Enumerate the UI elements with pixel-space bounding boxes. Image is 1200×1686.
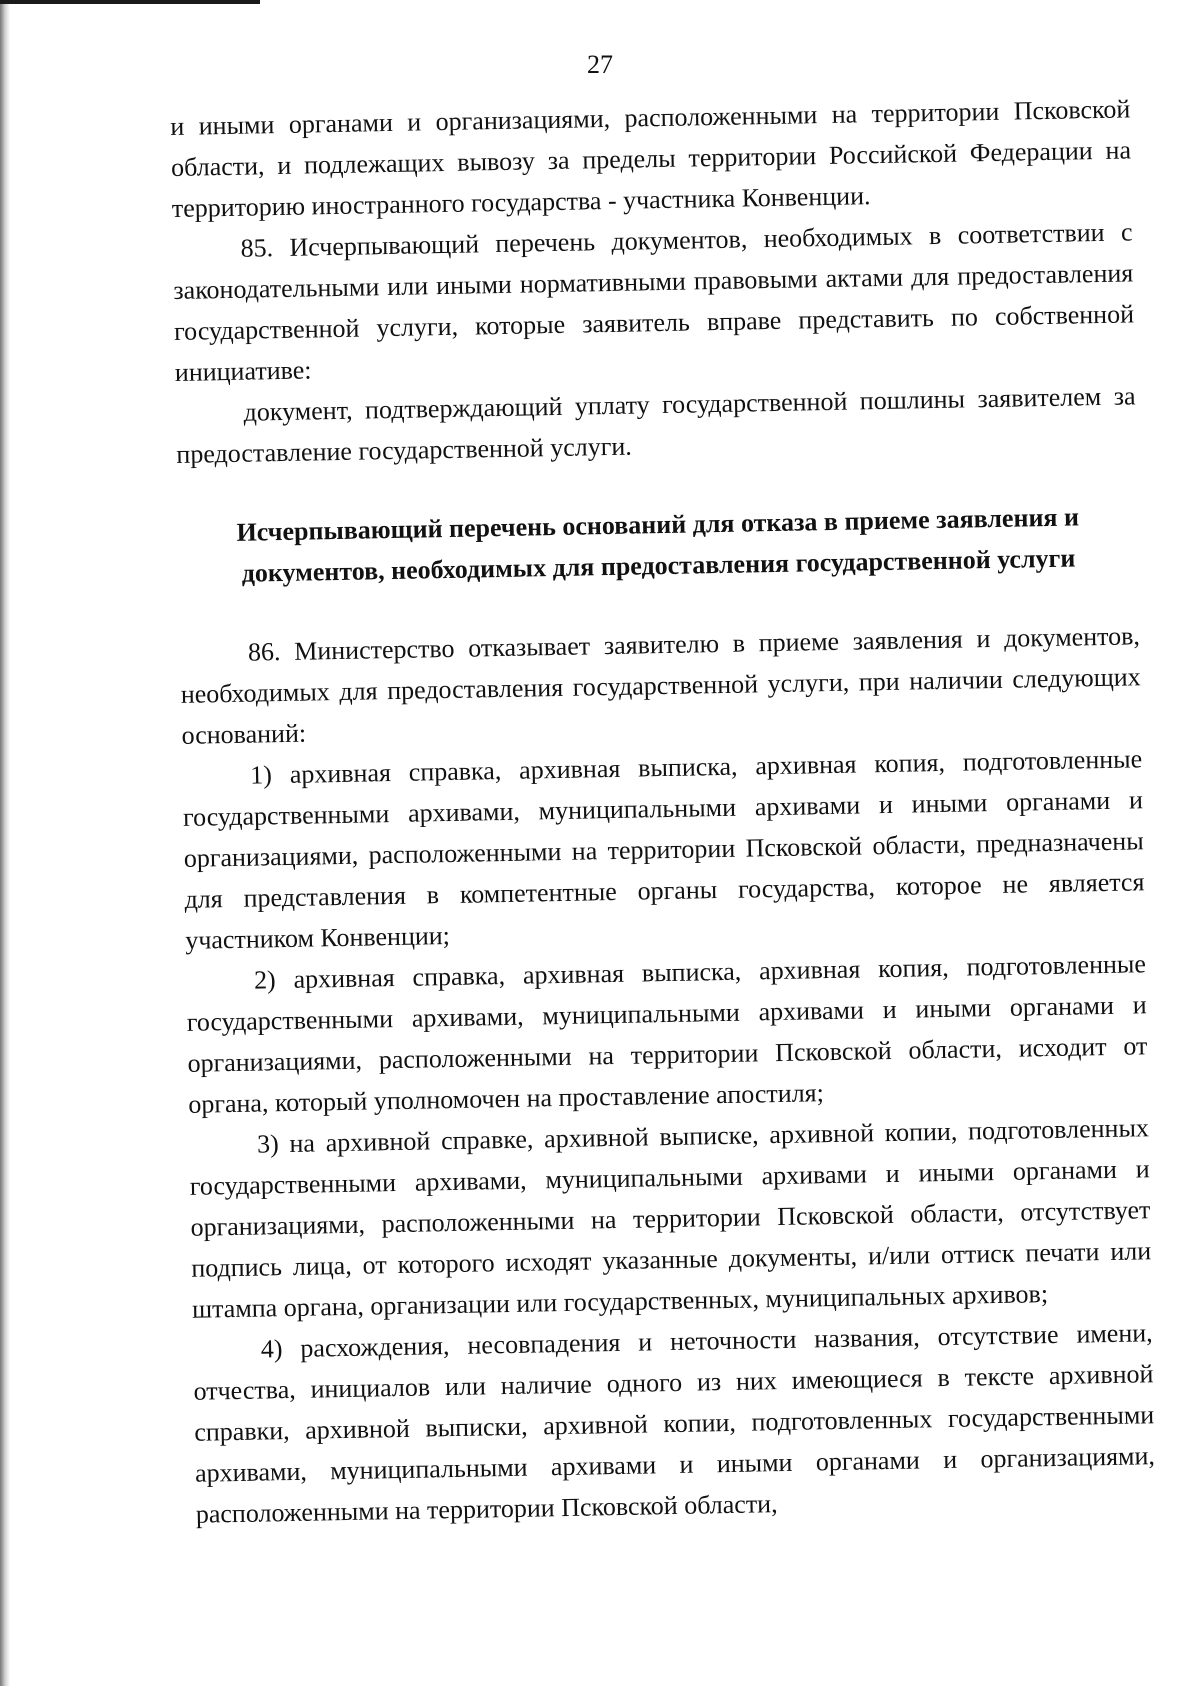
scan-top-edge <box>0 0 260 4</box>
paragraph-86-item-1: 1) архивная справка, архивная выписка, архивная копия, подготовленные государственными архивами, муниципальными архивами и иными органами и организациями, расположенными на территории Псковской области, предназначены для представления в компетентные органы государства, которое не является участником Конвенции; <box>182 744 1145 955</box>
document-body <box>170 88 1156 1534</box>
scan-left-edge <box>0 0 10 1686</box>
paragraph-86: 86. Министерство отказывает заявителю в приеме заявления и документов, необходимых для предоставления государственной услуги, при наличии следующих оснований: <box>180 621 1141 750</box>
page-number: 27 <box>587 50 613 79</box>
paragraph-86-item-4: 4) расхождения, несовпадения и неточности названия, отсутствие имени, отчества, инициалов или наличие одного из них имеющиеся в тексте архивной справки, архивной выписки, архивной копии, подготовленных государственными архивами, муниципальными архивами и иными органами и организациями, расположенными на территории Псковской области, <box>193 1318 1156 1529</box>
paragraph-continuation: и иными органами и организациями, расположенными на территории Псковской области, и подлежащих вывозу за пределы территории Российской Федерации на территорию иностранного государства - участника Конвенции. <box>170 94 1132 223</box>
paragraph-85-item: документ, подтверждающий уплату государственной пошлины заявителем за предоставление государственной услуги. <box>176 381 1136 469</box>
section-body <box>180 615 1156 1534</box>
section-heading: Исчерпывающий перечень оснований для отказа в приеме заявления и документов, необходимых для предоставления государственной услуги <box>236 502 1080 588</box>
paragraph-86-item-2: 2) архивная справка, архивная выписка, архивная копия, подготовленные государственными архивами, муниципальными архивами и иными органами и организациями, расположенными на территории Псковской области, исходит от органа, который уполномочен на проставление апостиля; <box>186 949 1148 1119</box>
paragraph-86-item-3: 3) на архивной справке, архивной выписке, архивной копии, подготовленных государственными архивами, муниципальными архивами и иными органами и организациями, расположенными на территории Псковской области, отсутствует подпись лица, от которого исходят указанные документы, и/или оттиск печати или штампа органа, организации или государственных, муниципальных архивов; <box>189 1113 1152 1324</box>
paragraph-85: 85. Исчерпывающий перечень документов, необходимых в соответствии с законодательными или иными нормативными правовыми актами для предоставления государственной услуги, которые заявитель вправе представить по собственной инициативе: <box>173 217 1135 387</box>
